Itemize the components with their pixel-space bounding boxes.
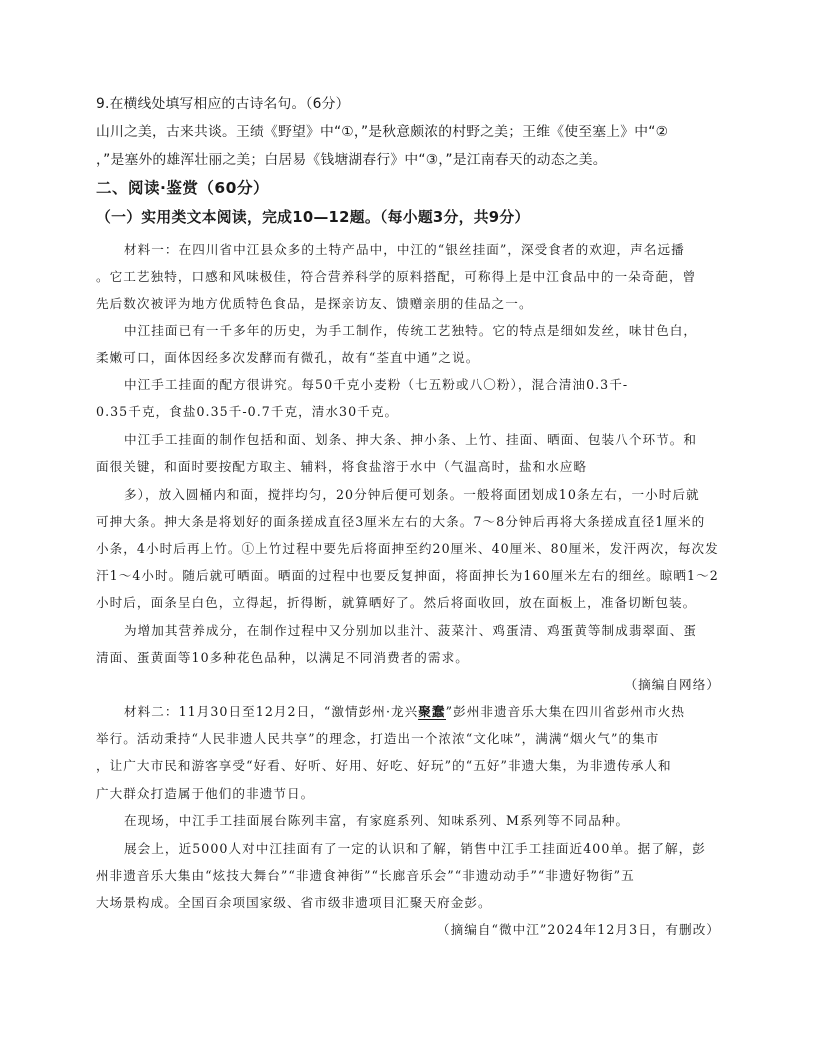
material-1-line: 面很关键，和面时要按配方取主、辅料，将食盐溶于水中（气温高时，盐和水应略 [96, 459, 588, 474]
material-2-line: 在现场，中江手工挂面展台陈列丰富，有家庭系列、知味系列、M系列等不同品种。 [124, 813, 630, 828]
material-2-line: 广大群众打造属于他们的非遗节日。 [96, 786, 315, 801]
material-2-line-1-post: ”彭州非遗音乐大集在四川省彭州市火热 [445, 704, 686, 719]
section-2-title: 二、阅读·鉴赏（60分） [96, 179, 269, 197]
material-1-line: 中江手工挂面的配方很讲究。每50千克小麦粉（七五粉或八〇粉），混合清油0.3千- [124, 377, 629, 392]
material-2-line-1-pre: 材料二：11月30日至12月2日，“激情彭州·龙兴 [124, 704, 419, 719]
question-9-line-2: ，”是塞外的雄浑壮丽之美；白居易《钱塘湖春行》中“③，”是江南春天的动态之美。 [96, 152, 607, 168]
material-1-line: 。它工艺独特，口感和风味极佳，符合营养科学的原料搭配，可称得上是中江食品中的一朵奇葩，曾 [96, 269, 697, 284]
material-1-line: 可抻大条。抻大条是将划好的面条搓成直径3厘米左右的大条。7～8分钟后再将大条搓成直径1厘米的 [96, 514, 706, 529]
material-1-line: 为增加其营养成分，在制作过程中又分别加以韭汁、菠菜汁、鸡蛋清、鸡蛋黄等制成翡翠面、蛋 [124, 623, 698, 638]
question-9-title: 9.在横线处填写相应的古诗名句。（6分） [96, 96, 350, 112]
material-1-line: 先后数次被评为地方优质特色食品，是探亲访友、馈赠亲朋的佳品之一。 [96, 296, 533, 311]
material-2-source: （摘编自“微中江”2024年12月3日，有删改） [436, 922, 720, 937]
material-1-source: （摘编自网络） [624, 677, 720, 692]
emphasized-term: 聚蠢 [418, 704, 446, 719]
material-1-line: 材料一：在四川省中江县众多的土特产品中，中江的“银丝挂面”，深受食者的欢迎，声名远播 [124, 242, 685, 257]
material-1-line: 汗1～4小时。随后就可晒面。晒面的过程中也要反复抻面，将面抻长为160厘米左右的细丝。晾晒1～2 [96, 568, 719, 583]
material-1-line: 中江手工挂面的制作包括和面、划条、抻大条、抻小条、上竹、挂面、晒面、包装八个环节。和 [124, 432, 698, 447]
material-1-line: 小时后，面条呈白色，立得起，折得断，就算晒好了。然后将面收回，放在面板上，准备切断包装。 [96, 595, 697, 610]
material-1-line: 中江挂面已有一千多年的历史，为手工制作，传统工艺独特。它的特点是细如发丝，味甘色白， [124, 323, 698, 338]
material-2-line: 州非遗音乐大集由“炫技大舞台”“非遗食神街”“长廊音乐会”“非遗动动手”“非遗好物街”五 [96, 868, 635, 883]
material-2-line: 大场景构成。全国百余项国家级、省市级非遗项目汇聚天府金彭。 [96, 895, 492, 910]
material-1-line: 柔嫩可口，面体因经多次发酵而有微孔，故有“荃直中通”之说。 [96, 350, 480, 365]
material-2-line: ，让广大市民和游客享受“好看、好听、好用、好吃、好玩”的“五好”非遗大集，为非遗传承人和 [96, 758, 672, 773]
material-1-line: 小条，4小时后再上竹。①上竹过程中要先后将面抻至约20厘米、40厘米、80厘米，发汗两次，每次发 [96, 541, 719, 556]
subsection-1-title: （一）实用类文本阅读，完成10—12题。（每小题3分，共9分） [96, 209, 530, 226]
material-2-line-1 [96, 703, 720, 721]
question-9-line-1: 山川之美，古来共谈。王绩《野望》中“①，”是秋意颇浓的村野之美；王维《使至塞上》中“② [96, 124, 669, 140]
material-1-line: 多），放入圆桶内和面，搅拌均匀，20分钟后便可划条。一般将面团划成10条左右，一小时后就 [124, 487, 700, 502]
material-1-line: 清面、蛋黄面等10多种花色品种，以满足不同消费者的需求。 [96, 650, 469, 665]
material-2-line: 展会上，近5000人对中江挂面有了一定的认识和了解，销售中江手工挂面近400单。据了解，彭 [124, 841, 706, 856]
material-1-line: 0.35千克，食盐0.35千-0.7千克，清水30千克。 [96, 404, 399, 419]
material-2-line: 举行。活动秉持“人民非遗人民共享”的理念，打造出一个浓浓“文化味”，满满“烟火气”的集市 [96, 731, 660, 746]
